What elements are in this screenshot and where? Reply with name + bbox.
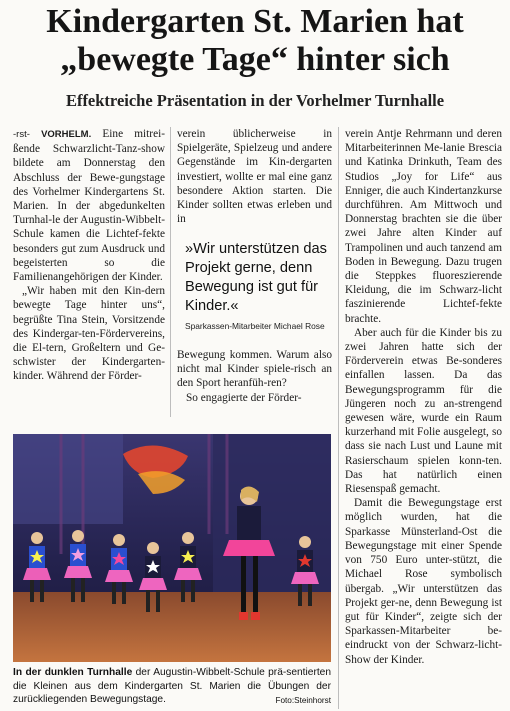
paragraph-text: Eine mitrei-ßende Schwarzlicht-Tanz-show bildete am Donnerstag den Abschluss der Bewe-gungstage des Vorhelmer Kindergartens St. Marien. In der abgedunkelten Turnhal-le der Augustin-Wibbelt-Schule kamen die Lichtef-fekte besonders gut zum Ausdruck und begeisterten so die Familienangehörigen der Kinder. <box>13 128 165 284</box>
subheadline: Effektreiche Präsentation in der Vorhelmer Turnhalle <box>65 91 445 110</box>
article-paragraph: Bewegung kommen. Warum also nicht mal Kinder spiele-risch an den Sport heranfüh-ren? <box>177 349 332 390</box>
article-column-3 <box>345 127 502 667</box>
article-paragraph: verein üblicherweise in Spielgeräte, Spielzeug und andere Gegenstände im Kin-dergarten investiert, wollte er mal eine ganz besondere Aktion starten. Die Kinder sollten etwas erleben und in <box>177 128 332 226</box>
caption-text: der Augustin-Wibbelt-Schule prä-sentierten die Kleinen aus dem Kindergarten St. Marien die Übungen der zurückliegenden Bewegungstage. <box>13 667 331 705</box>
pull-quote-source: Sparkassen-Mitarbeiter Michael Rose <box>185 321 325 331</box>
caption-lead: In der dunklen Turnhalle <box>13 667 133 678</box>
pull-quote <box>185 240 333 332</box>
photo-caption <box>13 666 331 708</box>
headline-line-2: „bewegte Tage“ hinter sich <box>60 41 450 78</box>
article-photo <box>13 434 331 662</box>
article-column-1 <box>13 127 165 384</box>
article-paragraph: „Wir haben mit den Kin-dern bewegte Tage hinter uns“, begrüßte Tina Stein, Vorsitzende des Kindergar-ten-Fördervereins, die El-tern, Großeltern und Ge-schwister der Kindergarten-kinder. Während der Förder- <box>13 285 165 383</box>
column-divider <box>170 127 171 417</box>
column-divider <box>338 127 339 709</box>
pull-quote-text: »Wir unterstützen das Projekt gerne, denn Bewegung ist gut für Kinder.« <box>185 241 327 314</box>
dateline: VORHELM. <box>41 129 92 140</box>
headline-line-1: Kindergarten St. Marien hat <box>46 3 464 40</box>
article-paragraph: Damit die Bewegungstage erst möglich wurden, hat die Sparkasse Münsterland-Ost die Bewegungstage mit einer Spende von 750 Euro unter-stützt, die Michael Rose symbolisch übergab. „Wir unterstützen das Projekt ger-ne, denn Bewegung ist gut für Kinder“, zeigte sich der Sparkassen-Mitarbeiter be-eindruckt von der Schwarz-licht-Show der Kinder. <box>345 497 502 666</box>
article-column-2-continued <box>177 348 332 405</box>
photo-credit: Foto:Steinhorst <box>275 696 331 705</box>
article-column-2 <box>177 127 332 226</box>
article-paragraph <box>13 127 165 284</box>
article-paragraph: verein Antje Rehrmann und deren Mitarbeiterinnen Me-lanie Brescia und Katinka Drinkuth, Team des Studios „Joy for Life“ aus Enniger, die auch Kindertanzkurse durchführen. Am Mittwoch und Donnerstag brachten sie die über zwei Jahre alten Kinder auf Trampolinen und auch tanzend am Boden in Bewegung. Dazu trugen die Steppkes fluoreszierende Kleidung, die im Schwarz-licht faszinierende Lichtef-fekte brachte. <box>345 128 502 325</box>
article-paragraph: Aber auch für die Kinder bis zu zwei Jahren hatte sich der Förderverein etwas Be-sonderes einfallen lassen. Da das Bewegungsprogramm für die Jüngeren noch zu an-strengend gewesen wäre, wurde ein Raum kurzerhand mit Folie ausgelegt, so dass sie nach Lust und Laune mit Rasierschaum spielen konn-ten. Das hat natürlich einen Riesenspaß gemacht. <box>345 326 502 496</box>
author-tag: -rst- <box>13 129 30 140</box>
article-paragraph: So engagierte der Förder- <box>186 391 302 404</box>
blacklight-dance-photo <box>13 434 331 662</box>
